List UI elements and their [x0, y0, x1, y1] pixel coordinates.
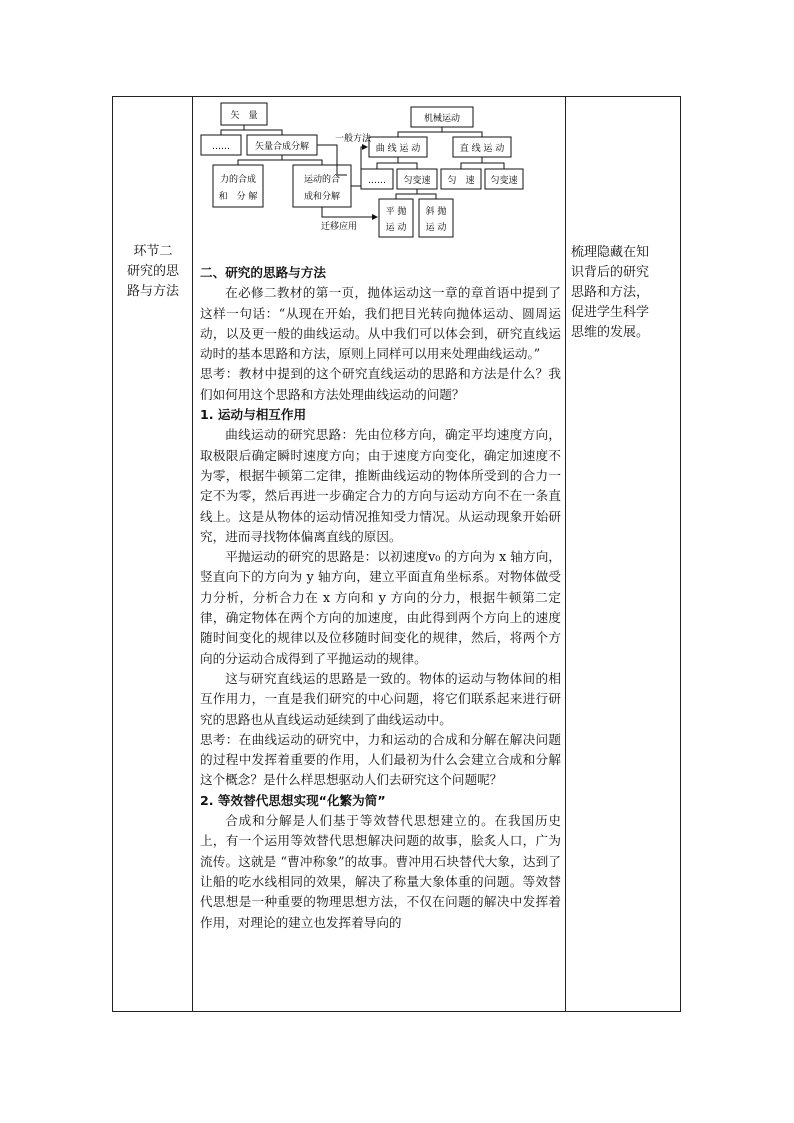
- question: 思考：在曲线运动的研究中，力和运动的合成和分解在解决问题的过程中发挥着重要的作用，人们最初为什么会建立合成和分解这个概念？是什么样思想驱动人们去研究这个问题呢？: [200, 731, 561, 788]
- subheading: 2. 等效替代思想实现“化繁为简”: [200, 792, 386, 808]
- paragraph: 平抛运动的研究的思路是：以初速度v₀ 的方向为 x 轴方向，竖直向下的方向为 y 轴方向，建立平面直角坐标系。对物体做受力分析，分析合力在 x 方向和 y 方向的分力，根据牛顿第二定律，确定物体在两个方向的加速度，由此得到两个方向上的速度随时间变化的规律以及位移随时间变化的规律，然后，将两个方向的分运动合成得到了平抛运动的规律。: [200, 549, 561, 666]
- label-motion: 运动的合: [303, 175, 341, 185]
- label-curve: 曲 线 运 动: [375, 144, 421, 154]
- label-straight: 直 线 运 动: [459, 144, 505, 154]
- label-vec-comp: 矢量合成分解: [254, 142, 310, 152]
- intent-text: 识背后的研究: [571, 265, 650, 280]
- stage-cell: [113, 242, 193, 302]
- subheading: 1. 运动与相互作用: [200, 407, 307, 423]
- intent-text: 思维的发展。: [571, 325, 650, 340]
- intent-text: 思路和方法，: [571, 285, 650, 300]
- intent-text: 促进学生科学: [571, 305, 650, 320]
- paragraph: 合成和分解是人们基于等效替代思想建立的。在我国历史上，有一个运用等效替代思想解决问题的故事，脍炙人口，广为流传。这就是 “曹冲称象”的故事。曹冲用石块替代大象，达到了让船的吃水线相同的效果，解决了称量大象体重的问题。等效替代思想是一种重要的物理思想方法，不仅在问题的解决中发挥着作用，对理论的建立也发挥着导向的: [200, 813, 561, 930]
- label-oblique: 斜 抛: [425, 207, 447, 217]
- label-vector: 矢 量: [230, 111, 258, 121]
- label-unif-acc: 匀变速: [403, 176, 431, 186]
- label-uniform: 匀 速: [447, 176, 475, 186]
- stage-label: 研究的思: [126, 264, 179, 279]
- intent-cell: [568, 243, 680, 343]
- lesson-content: [194, 263, 565, 933]
- stage-label: 路与方法: [126, 284, 179, 299]
- label-oblique: 运 动: [425, 223, 447, 233]
- label-dots: ……: [368, 176, 386, 186]
- label-unif-acc: 匀变速: [490, 176, 518, 186]
- label-motion: 成和分解: [303, 192, 341, 202]
- column-divider: [565, 97, 566, 1011]
- label-projectile: 平 抛: [385, 207, 407, 217]
- concept-diagram: [197, 99, 527, 239]
- paragraph: 这与研究直线运的思路是一致的。物体的运动与物体间的相互作用力，一直是我们研究的中心问题，将它们联系起来进行研究的思路也从直线运动延续到了曲线运动中。: [200, 670, 561, 727]
- label-dots: ……: [212, 142, 230, 152]
- label-mech: 机械运动: [423, 114, 461, 124]
- label-general: 一般方法: [335, 134, 372, 144]
- lesson-table: [112, 96, 681, 1012]
- paragraph: 在必修二教材的第一页，抛体运动这一章的章首语中提到了这样一句话：“从现在开始，我们把目光转向抛体运动、圆周运动，以及更一般的曲线运动。从中我们可以体会到，研究直线运动时的基本思路和方法，原则上同样可以用来处理曲线运动。”: [200, 285, 561, 362]
- label-transfer: 迁移应用: [321, 222, 358, 232]
- intent-text: 梳理隐藏在知: [571, 245, 650, 260]
- label-force: 力的合成: [219, 175, 257, 185]
- paragraph: 曲线运动的研究思路：先由位移方向，确定平均速度方向，取极限后确定瞬时速度方向；由于速度方向变化，确定加速度不为零，根据牛顿第二定律，推断曲线运动的物体所受到的合力一定不为零，然后再进一步确定合力的方向与运动方向不在一条直线上。这是从物体的运动情况推知受力情况。从运动现象开始研究，进而寻找物体偏离直线的原因。: [200, 427, 561, 544]
- stage-label: 环节二: [133, 244, 173, 259]
- label-force: 和 分 解: [218, 192, 258, 202]
- section-heading: 二、研究的思路与方法: [200, 265, 326, 280]
- question: 思考：教材中提到的这个研究直线运动的思路和方法是什么？我们如何用这个思路和方法处理曲线运动的问题？: [200, 366, 561, 402]
- label-projectile: 运 动: [385, 223, 407, 233]
- column-divider: [192, 97, 193, 1011]
